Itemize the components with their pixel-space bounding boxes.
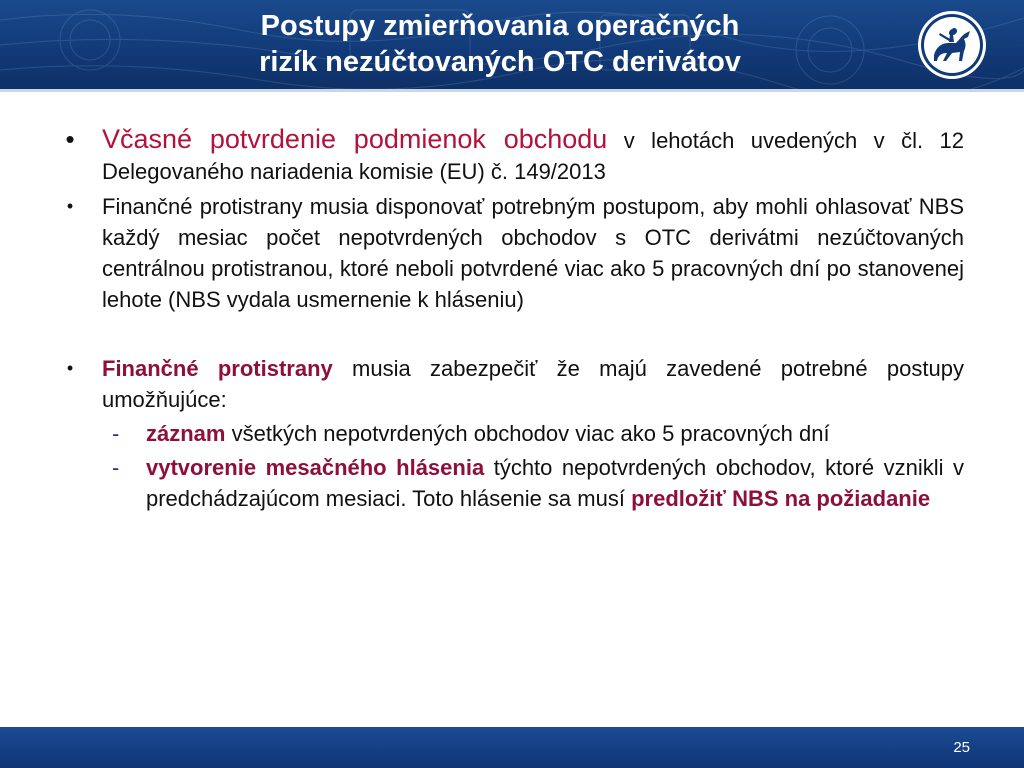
footer-bar [0, 727, 1024, 768]
slide-title [120, 8, 880, 80]
sub-item-lead-text: záznam [146, 421, 226, 446]
sub-item-dash: - [112, 455, 120, 480]
bullet-text: musia zabezpečiť že majú zavedené potrebné postupy umožňujúce: [102, 356, 964, 412]
bullet-item [60, 353, 964, 415]
header-banner [0, 0, 1024, 92]
title-line-2: rizík nezúčtovaných OTC derivátov [259, 46, 741, 78]
slide-content [60, 124, 964, 514]
sub-item [60, 418, 964, 449]
sub-item [60, 452, 964, 514]
bullet-marker: • [66, 196, 74, 216]
title-line-1: Postupy zmierňovania operačných [260, 10, 740, 42]
header-underline [0, 89, 1024, 92]
bullet-marker: • [66, 358, 74, 378]
horseman-emblem-icon [916, 9, 988, 81]
bullet-marker: • [65, 124, 75, 154]
bullet-text: Finančné protistrany musia disponovať potrebným postupom, aby mohli ohlasovať NBS každý mesiac počet nepotvrdených obchodov s OTC derivátmi nezúčtovaných centrálnou protistranou, ktoré neboli potvrdené viac ako 5 pracovných dní po stanovenej lehote (NBS vydala usmernenie k hláseniu) [102, 194, 964, 312]
sub-item-dash: - [112, 421, 120, 446]
bullet-item [60, 191, 964, 315]
sub-item-text: týchto nepotvrdených obchodov, ktoré vznikli v predchádzajúcom mesiaci. Toto hlásenie sa musí [146, 455, 965, 511]
sub-item-tail-text: predložiť NBS na požiadanie [631, 486, 931, 511]
bullet-item [60, 124, 964, 187]
bullet-lead-text: Včasné potvrdenie podmienok obchodu [102, 124, 608, 154]
sub-item-text: všetkých nepotvrdených obchodov viac ako 5 pracovných dní [225, 421, 830, 446]
bullet-text: v lehotách uvedených v čl. 12 Delegovaného nariadenia komisie (EU) č. 149/2013 [102, 128, 964, 184]
bullet-lead-text: Finančné protistrany [102, 356, 333, 381]
page-number: 25 [953, 739, 970, 756]
sub-item-lead-text: vytvorenie mesačného hlásenia [146, 455, 485, 480]
